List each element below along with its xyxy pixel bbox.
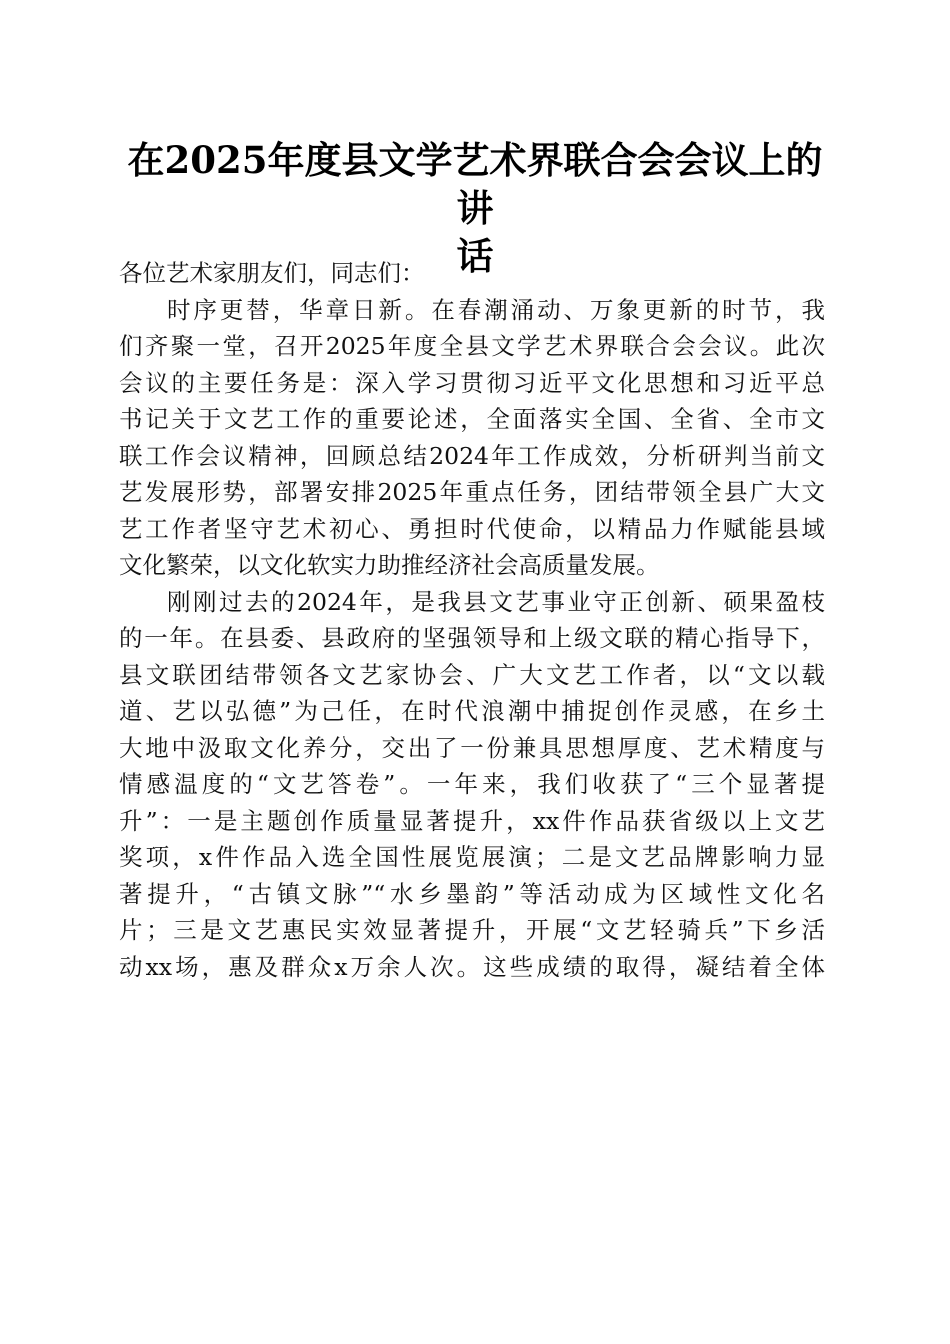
title-line: 在2025年度县文学艺术界联合会会议上的讲 <box>127 138 823 230</box>
paragraph-line: 道、艺以弘德”为己任，在时代浪潮中捕捉创作灵感，在乡土 <box>119 697 825 725</box>
paragraph-line: 时序更替，华章日新。在春潮涌动、万象更新的时节，我 <box>167 295 825 324</box>
paragraph-line: 片；三是文艺惠民实效显著提升，开展“文艺轻骑兵”下乡活 <box>119 916 825 944</box>
paragraph-line: 的一年。在县委、县政府的坚强领导和上级文联的精心指导下， <box>119 624 825 652</box>
paragraph-line: 著提升，“古镇文脉”“水乡墨韵”等活动成为区域性文化名 <box>119 879 825 908</box>
paragraph-line: 大地中汲取文化养分，交出了一份兼具思想厚度、艺术精度与 <box>119 733 825 762</box>
paragraph-line: 动xx场，惠及群众x万余人次。这些成绩的取得，凝结着全体 <box>119 952 825 981</box>
paragraph-line: 升”：一是主题创作质量显著提升，xx件作品获省级以上文艺 <box>119 806 825 835</box>
paragraph-line: 刚刚过去的2024年，是我县文艺事业守正创新、硕果盈枝 <box>167 587 825 616</box>
document-body <box>119 255 825 985</box>
paragraph-line: 们齐聚一堂，召开2025年度全县文学艺术界联合会会议。此次 <box>119 332 825 360</box>
paragraph-line: 书记关于文艺工作的重要论述，全面落实全国、全省、全市文 <box>119 405 825 433</box>
paragraph-1 <box>119 292 825 584</box>
paragraph-line: 艺工作者坚守艺术初心、勇担时代使命，以精品力作赋能县域 <box>119 514 825 543</box>
paragraph-line: 会议的主要任务是：深入学习贯彻习近平文化思想和习近平总 <box>119 368 825 397</box>
paragraph-2 <box>119 584 825 986</box>
salutation: 各位艺术家朋友们，同志们： <box>119 259 425 287</box>
paragraph-line: 县文联团结带领各文艺家协会、广大文艺工作者，以“文以载 <box>119 660 825 689</box>
paragraph-line: 情感温度的“文艺答卷”。一年来，我们收获了“三个显著提 <box>119 770 825 798</box>
title-line: 话 <box>456 234 494 278</box>
paragraph-line: 联工作会议精神，回顾总结2024年工作成效，分析研判当前文 <box>119 441 825 470</box>
paragraph-line: 文化繁荣，以文化软实力助推经济社会高质量发展。 <box>119 551 660 579</box>
paragraph-line: 艺发展形势，部署安排2025年重点任务，团结带领全县广大文 <box>119 478 825 506</box>
paragraph-line: 奖项，x件作品入选全国性展览展演；二是文艺品牌影响力显 <box>119 843 825 871</box>
